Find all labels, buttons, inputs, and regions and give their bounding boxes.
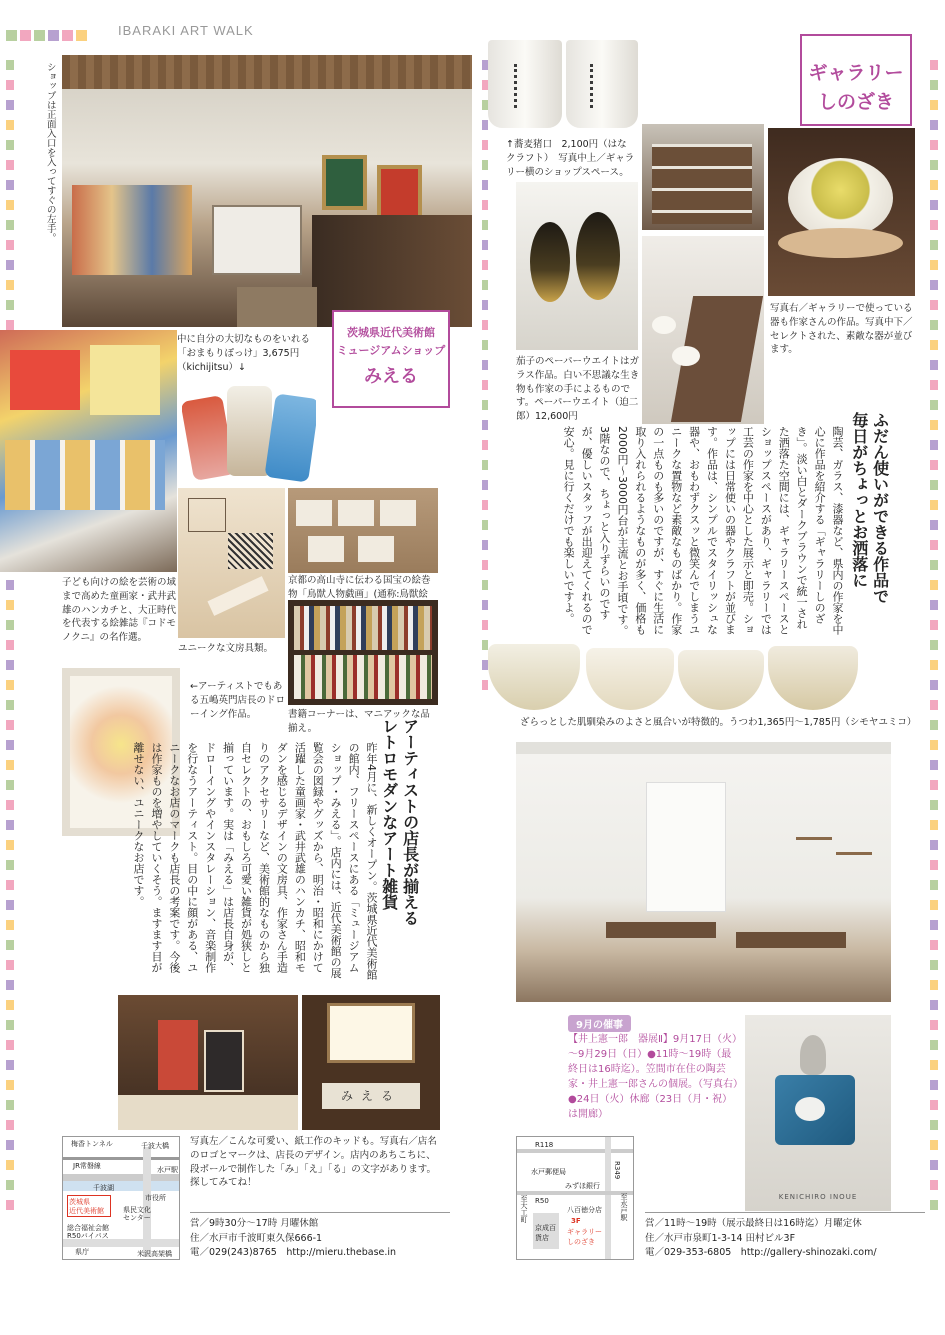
shinozaki-info-phone[interactable]: 電／029-353-6805 http://gallery-shinozaki.com/ [645,1247,877,1259]
artist-name: KENICHIRO INOUE [778,1193,858,1201]
shinozaki-info-address: 住／水戸市泉町1-3-14 田村ビル3F [645,1232,796,1244]
event-tag: 9月の催事 [568,1015,631,1032]
mieru-map-label-10: 総合福祉会館 [67,1224,109,1232]
kids-books-photo [0,330,177,572]
mieru-heading-line1: アーティストの店長が揃える [400,718,420,926]
shinozaki-map-label-2: R349 [613,1161,621,1180]
mieru-info-phone[interactable]: 電／029(243)8765 http://mieru.thebase.in [190,1247,397,1259]
shinozaki-map-label-6: 至水戸駅 [620,1193,628,1221]
mieru-map-label-4: 千波湖 [93,1184,114,1192]
tea-caption: 写真右／ギャラリーで使っている器も作家さんの作品。写真中下／セレクトされた、素敵な器が並びます。 [770,303,913,356]
shop-sign-photo [302,995,440,1130]
shinozaki-info [645,1212,925,1261]
stationery-caption: ユニークな文房具類。 [178,643,274,654]
shinozaki-badge-line1: ギャラリー [808,62,904,84]
choju-magnets-photo [288,488,438,573]
shinozaki-map-label-3: 至大工町 [520,1195,528,1223]
shinozaki-map-label-7: 八百徳分店 [567,1206,602,1214]
shinozaki-heading [848,412,890,612]
mieru-map-label-0: 梅香トンネル [71,1140,113,1148]
soba-cups-photo [488,34,638,132]
mieru-heading-line2: レトロモダンなアート雑貨 [379,718,399,910]
mieru-map-label-13: 米沢高架橋 [137,1250,172,1258]
shinozaki-map-label-0: R118 [535,1141,554,1149]
mieru-info-address: 住／水戸市千波町東久保666-1 [190,1232,323,1244]
tableware-photo [642,236,764,424]
shinozaki-badge-line2: しのざき [817,91,894,113]
stationery-photo [178,488,285,638]
shinozaki-map-label-1: 水戸郵便局 [531,1168,566,1176]
mieru-map [62,1136,180,1260]
kids-caption: 子ども向けの絵を芸術の域まで高めた童画家・武井武雄のハンカチと、大正時代を代表する絵雑誌『コドモノクニ』の名作選。 [62,577,177,644]
artist-caption: ←アーティストでもある五嶋英門店長のドローイング作品。 [190,681,286,720]
shinozaki-map [516,1136,634,1260]
choko-caption: ↑蕎麦猪口 2,100円（はなクラフト） 写真中上／ギャラリー横のショップスペース。 [506,139,635,178]
shop-space-photo [642,124,764,230]
shop-interior-photo [62,55,472,327]
mieru-map-label-2: JR常磐線 [73,1162,101,1170]
paper-craft-photo [118,995,298,1130]
shinozaki-map-label-8: 京成百貨店 [535,1224,556,1242]
pouch-photo [182,378,316,484]
choju-caption: 京都の高山寺に伝わる国宝の絵巻物「鳥獣人物戯画」(通称:鳥獣絵 [288,575,431,600]
mieru-badge-line2: ミュージアムショップ [336,344,446,357]
shinozaki-info-hours: 営／11時～19時（展示最終日は16時迄）月曜定休 [645,1218,862,1229]
left-border-squares [6,60,14,1210]
mieru-map-label-8: 県民文化 [123,1206,151,1214]
shinozaki-map-label-4: R50 [535,1197,549,1205]
bowls-photo [488,636,860,716]
shinozaki-badge [800,34,912,126]
shinozaki-map-label-5: みずほ銀行 [565,1182,600,1190]
right-border-squares [930,60,938,1210]
header-squares [6,25,90,44]
mieru-badge-line1: 茨城県近代美術館 [347,326,435,339]
incense-burner-photo [745,1015,891,1211]
books-caption: 書籍コーナーは、マニアックな品揃え。 [288,709,430,734]
event-text: 【井上憲一郎 器展Ⅱ】9月17日（火）～9月29日（日）●11時～19時（最終日は16時迄）。笠間市在住の陶芸家・井上憲一郎さんの個展。（写真右）●24日（火）休廊（23日（月・祝）は開廊） [568,1034,738,1120]
shop-sign-text: みえる [322,1083,420,1109]
mieru-map-label-9: センター [123,1214,151,1222]
mieru-info-hours: 営／9時30分～17時 月曜休館 [190,1218,319,1229]
mieru-map-label-5: 市役所 [145,1194,166,1202]
mieru-photo-caption: 写真左／こんな可愛い、紙工作のキッドも。写真右／店名のロゴとマークは、店長のデザイン。店内のあちこちに、段ボールで制作した「み」「え」「る」の文字があります。探してみてね！ [190,1136,437,1189]
gallery-interior-photo [516,742,891,1002]
shinozaki-body: 陶芸、ガラス、漆器など、県内の作家を中心に作品を紹介する「ギャラリーしのざき」。淡い白とダークブラウンで統一された洒落た空間には、ギャラリースペースとショップスペースがあり、ギャラリーでは工芸の作家を中心とした展示と即売。ショップには日常使いの器やクラフトが並びます。作品は、シンプルでスタイリッシュな器や、おもわずクスッと微笑んでしまうユニークな置物など素敵なものばかり。作家の一点ものも多いのですが、すぐに生活に取り入れられるようなものが多く、価格も2000円～3000円台が主流とお手頃です。3階なので、ちょっと入りずらいのですが、優しいスタッフが出迎えてくれるので安心。見に行くだけでも楽しいですよ。 [562,426,844,636]
mieru-heading [378,718,420,978]
shinozaki-map-label-10: ギャラリーしのざき [567,1228,602,1246]
books-photo [288,600,438,705]
shop-location-caption: ショップは正面入口を入ってすぐの左手。 [44,62,56,243]
bowls-caption: ざらっとした肌馴染みのよさと風合いが特徴的。うつわ1,365円～1,785円（シモヤユミコ） [520,717,917,728]
mieru-body: 昨年4月に、新しくオープン。茨城県近代美術館の館内、フリースペースにある「ミュージアムショップ・みえる」。店内には、近代美術館の展覧会の図録やグッズから、明治・昭和にかけて活躍した童画家・武井武雄のハンカチ、昭和モダンを感じるデザインの文房具、作家さん手造りのアクセサリーなど、美術館的なものから独自セレクトの、おもしろ可愛い雑貨が処狭しと揃っています。実は「みえる」は店長自身が、ドローイングやインスタレーション、音楽制作を行なうアーティスト。目の中に顔がある、ユニークなお店のマークも店長の考案です。今後は作家ものを増やしていくそう。ますます目が離せない、ユニークなお店です。 [132,742,378,980]
paperweight-photo [516,182,638,350]
shinozaki-heading-line2: 毎日がちょっとお洒落に [849,412,869,588]
shinozaki-heading-line1: ふだん使いができる作品で [870,412,890,604]
mieru-map-label-6: 茨城県 [69,1198,90,1206]
mieru-badge-line3: みえる [364,366,418,387]
mieru-map-label-11: R50バイパス [67,1232,109,1240]
mieru-map-label-3: 水戸駅 [157,1166,178,1174]
pouch-caption: 中に自分の大切なものをいれる「おまもりぽっけ」3,675円（kichijitsu）↓ [177,334,311,373]
mieru-map-label-7: 近代美術館 [69,1207,104,1215]
mieru-badge [332,310,450,408]
mieru-map-label-12: 県庁 [75,1248,89,1256]
paperweight-caption: 茄子のペーパーウエイトはガラス作品。白い不思議な生き物も作家の手によるものです。ペーパーウエイト（迫二郎）12,600円 [516,356,640,423]
tea-cup-photo [768,128,915,296]
mieru-map-label-1: 千波大橋 [141,1142,169,1150]
center-border-squares [482,60,488,700]
header-title: IBARAKI ART WALK [118,23,254,38]
shinozaki-map-label-9: 3F [571,1217,581,1225]
mieru-info [190,1212,450,1261]
